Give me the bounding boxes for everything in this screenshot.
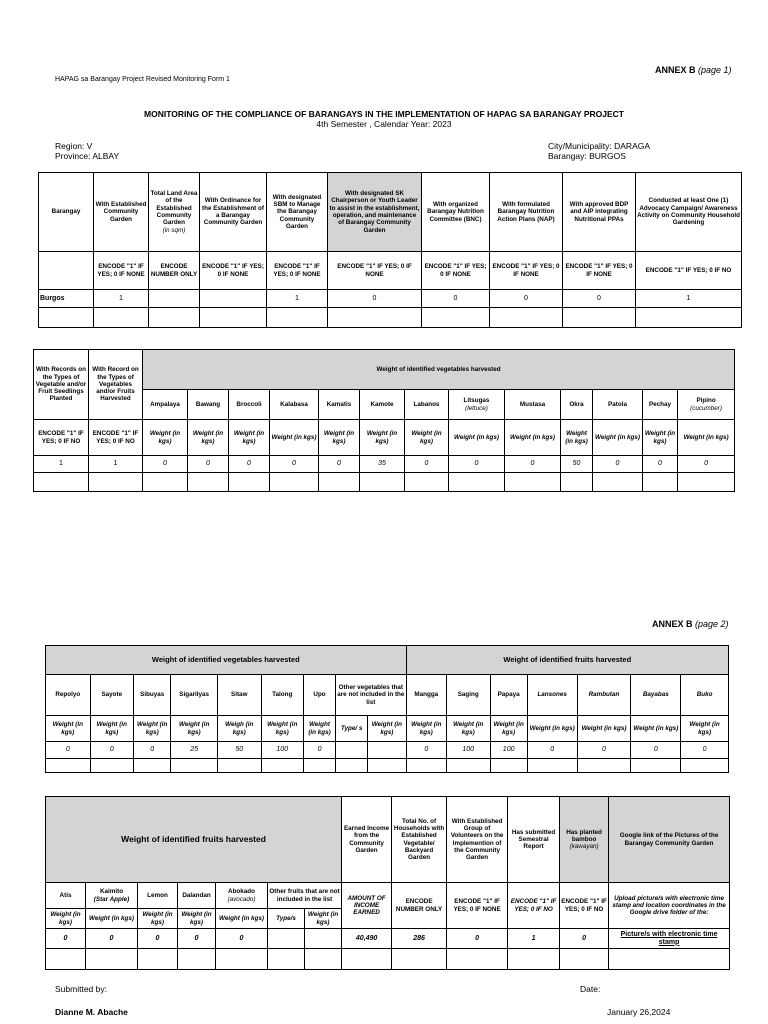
- annex-page: (page 1): [698, 65, 732, 75]
- cell-report: 1: [508, 929, 560, 949]
- veg-weight-value: 0: [143, 456, 188, 473]
- empty-cell: [368, 742, 406, 759]
- weight-unit: Weight (in kgs): [561, 420, 593, 456]
- cell-bnc: 0: [422, 290, 490, 308]
- veg-weight-value: 0: [90, 742, 134, 759]
- form-title: HAPAG sa Barangay Project Revised Monitoring Form 1: [55, 76, 230, 83]
- fruit-name: Lansones: [527, 675, 577, 716]
- empty-cell: [678, 473, 735, 492]
- empty-cell: [319, 473, 360, 492]
- main-title: MONITORING OF THE COMPLIANCE OF BARANGAYS IN THE IMPLEMENTATION OF HAPAG SA BARANGAY PROJECT: [144, 109, 624, 119]
- veg-name: Talong: [261, 675, 303, 716]
- veg-name: Sayote: [90, 675, 134, 716]
- empty-cell: [505, 473, 561, 492]
- veg-weight-value: 0: [319, 456, 360, 473]
- veg-weight-value: 25: [171, 742, 218, 759]
- weight-unit: Weight (in kgs): [681, 716, 729, 742]
- empty-cell: [336, 759, 368, 773]
- veg-name: Kalabasa: [280, 400, 308, 408]
- header-bdp: With approved BDP and AIP integrating Nutritional PPAs: [563, 173, 636, 252]
- weight-unit: Weight (in kgs): [305, 909, 342, 929]
- veg-weight-value: 0: [449, 456, 505, 473]
- table-row: [39, 308, 742, 328]
- fruit-weight-value: 0: [138, 929, 178, 949]
- instr-income: AMOUNT OF INCOME EARNED: [342, 883, 392, 929]
- cell-record-types: 1: [89, 456, 143, 473]
- empty-cell: [681, 759, 729, 773]
- submission-date: January 26,2024: [607, 1007, 671, 1017]
- submitter-name: Dianne M. Abache: [55, 1007, 128, 1017]
- veg-name-cell: [643, 390, 678, 420]
- veg-name: Pechay: [648, 400, 672, 408]
- compliance-table: [38, 172, 742, 328]
- weight-unit: Weight (in kgs): [678, 420, 735, 456]
- fruit-name: Saging: [446, 675, 490, 716]
- veg-weight-value: 0: [229, 456, 270, 473]
- weight-unit: Weight (in kgs): [46, 909, 86, 929]
- header-advocacy: Conducted at least One (1) Advocacy Campaign/ Awareness Activity on Community Household Gardening: [636, 173, 742, 252]
- veg-weight-value: 0: [593, 456, 643, 473]
- veg-name: Kamote: [370, 400, 394, 408]
- instr-record-types: ENCODE "1" IF YES; 0 IF NO: [89, 420, 143, 456]
- header-bamboo-sub: (kawayan): [569, 843, 599, 851]
- empty-cell: [560, 949, 609, 970]
- header-sbm: With designated SBM to Manage the Barangay Community Garden: [267, 173, 328, 252]
- weight-unit: Weight (in kgs): [138, 909, 178, 929]
- annex-page: (page 2): [695, 619, 729, 629]
- weight-unit: Weight (in kgs): [270, 420, 319, 456]
- empty-cell: [268, 929, 305, 949]
- weight-unit: Weight (in kgs): [368, 716, 406, 742]
- empty-cell: [392, 949, 447, 970]
- fruit-name: Atis: [59, 891, 72, 899]
- weight-unit: Weight (in kgs): [406, 716, 446, 742]
- table-row: [34, 456, 735, 473]
- veg-name-cell: [360, 390, 405, 420]
- empty-cell: [342, 949, 392, 970]
- fruit-weight-value: 100: [446, 742, 490, 759]
- fruits-income-table: [45, 796, 730, 970]
- header-volunteers: With Established Group of Volunteers on the Implemention of the Community Garden: [447, 797, 508, 883]
- veg-name: Sigarilyas: [171, 675, 218, 716]
- submitted-by-label: Submitted by:: [55, 984, 107, 994]
- weight-unit: Weight (in kgs): [490, 716, 527, 742]
- fruit-weight-value: 0: [406, 742, 446, 759]
- fruit-name: Lemon: [147, 891, 168, 899]
- cell-garden: 1: [94, 290, 149, 308]
- instr-sbm: ENCODE "1" IF YES; 0 IF NONE: [267, 252, 328, 290]
- fruit-name: Mangga: [406, 675, 446, 716]
- veg-weight-value: 35: [360, 456, 405, 473]
- veg-name-cell: [678, 390, 735, 420]
- empty-cell: [171, 759, 218, 773]
- veg-weight-value: 0: [405, 456, 449, 473]
- veg-name: Litsugas: [463, 397, 490, 405]
- empty-cell: [527, 759, 577, 773]
- table-row: [46, 949, 730, 970]
- header-area-unit: (in sqm): [162, 226, 186, 234]
- veg-name: Sitaw: [217, 675, 261, 716]
- weight-unit: Weight (in kgs): [134, 716, 171, 742]
- weight-unit: Weigh (in kgs): [217, 716, 261, 742]
- header-area: [149, 173, 200, 252]
- region: Region: V: [55, 141, 93, 151]
- fruit-name-cell: [216, 883, 268, 909]
- weight-unit: Weight (in kgs): [405, 420, 449, 456]
- weight-unit: Weight (in kgs): [446, 716, 490, 742]
- vegetables-table-1: [33, 349, 735, 492]
- fruit-name-cell: [46, 883, 86, 909]
- fruit-weight-value: 0: [46, 929, 86, 949]
- empty-cell: [217, 759, 261, 773]
- fruit-weight-value: 0: [86, 929, 138, 949]
- veg-name: Upo: [303, 675, 335, 716]
- veg-weight-value: 0: [188, 456, 229, 473]
- fruit-weight-value: 0: [527, 742, 577, 759]
- instr-volunteers: ENCODE "1" IF YES; 0 IF NONE: [447, 883, 508, 929]
- veg-name: Okra: [569, 400, 584, 408]
- empty-cell: [303, 759, 335, 773]
- header-sk: With designated SK Chairperson or Youth Leader to assist in the establishment, operation, and maintenance of Barangay Community Garden: [328, 173, 422, 252]
- veg-name: Broccoli: [236, 400, 262, 408]
- veg-weight-value: 0: [678, 456, 735, 473]
- fruit-weight-value: 0: [577, 742, 631, 759]
- empty-cell: [449, 473, 505, 492]
- header-record-types: With Record on the Types of Vegetables and/or Fruits Harvested: [89, 350, 143, 420]
- veg-name-cell: [505, 390, 561, 420]
- empty-cell: [609, 949, 730, 970]
- annex-label-page1: [655, 65, 732, 75]
- instr-barangay: [39, 252, 94, 290]
- weight-unit: Weight (in kgs): [188, 420, 229, 456]
- veg-weight-value: 0: [270, 456, 319, 473]
- empty-cell: [229, 473, 270, 492]
- header-fruit-weight: Weight of identified fruits harvested: [406, 646, 728, 675]
- weight-unit: Weight (in kgs): [505, 420, 561, 456]
- veg-name-cell: [188, 390, 229, 420]
- empty-cell: [270, 473, 319, 492]
- weight-unit: Weight (in kgs): [261, 716, 303, 742]
- weight-unit: Weight (in kgs): [171, 716, 218, 742]
- instr-bnc: ENCODE "1" IF YES; 0 IF NONE: [422, 252, 490, 290]
- fruit-name: Papaya: [490, 675, 527, 716]
- empty-cell: [86, 949, 138, 970]
- veg-name: Sibuyas: [134, 675, 171, 716]
- table-row: [46, 742, 729, 759]
- veg-name-cell: [229, 390, 270, 420]
- veg-weight-value: 50: [217, 742, 261, 759]
- fruit-name: Dalandan: [182, 891, 211, 899]
- empty-cell: [261, 759, 303, 773]
- cell-nap: 0: [490, 290, 563, 308]
- header-other-vegetables: Other vegetables that are not included in the list: [336, 675, 407, 716]
- veg-name-cell: [405, 390, 449, 420]
- header-households: Total No. of Households with Established Vegetable/ Backyard Garden: [392, 797, 447, 883]
- instr-advocacy: ENCODE "1" IF YES; 0 IF NO: [636, 252, 742, 290]
- veg-name-cell: [593, 390, 643, 420]
- empty-cell: [631, 759, 681, 773]
- veg-name: Ampalaya: [150, 400, 180, 408]
- header-link: Google link of the Pictures of the Barangay Community Garden: [609, 797, 730, 883]
- veg-name: Bawang: [195, 400, 221, 408]
- veg-name: Labanos: [413, 400, 440, 408]
- empty-cell: [90, 759, 134, 773]
- veg-weight-value: 100: [261, 742, 303, 759]
- cell-volunteers: 0: [447, 929, 508, 949]
- cell-sk: 0: [328, 290, 422, 308]
- empty-cell: [34, 473, 89, 492]
- fruit-name-sub: (avocado): [227, 895, 256, 903]
- weight-unit: Weight (in kgs): [319, 420, 360, 456]
- header-bnc: With organized Barangay Nutrition Committee (BNC): [422, 173, 490, 252]
- header-barangay: Barangay: [39, 173, 94, 252]
- cell-sbm: 1: [267, 290, 328, 308]
- fruit-name: Buko: [681, 675, 729, 716]
- subtitle: 4th Semester , Calendar Year: 2023: [316, 119, 452, 129]
- weight-unit: Weight (in kgs): [449, 420, 505, 456]
- empty-cell: [490, 759, 527, 773]
- instr-nap: ENCODE "1" IF YES; 0 IF NONE: [490, 252, 563, 290]
- veg-weight-value: 0: [643, 456, 678, 473]
- type-unit: Type/ s: [336, 716, 368, 742]
- empty-cell: [447, 949, 508, 970]
- veg-weight-value: 0: [303, 742, 335, 759]
- header-nap: With formulated Barangay Nutrition Action Plans (NAP): [490, 173, 563, 252]
- header-records: With Records on the Types of Vegetable and/or Fruit Seedlings Planted: [34, 350, 89, 420]
- weight-unit: Weight (in kgs): [643, 420, 678, 456]
- veg-name: Kamatis: [326, 400, 352, 408]
- fruit-weight-value: 100: [490, 742, 527, 759]
- veg-weight-value: 0: [505, 456, 561, 473]
- empty-cell: [643, 473, 678, 492]
- weight-unit: Weight (in kgs): [178, 909, 216, 929]
- fruit-name-sub: (Star Apple): [93, 895, 130, 903]
- weight-unit: Weight (in kgs): [229, 420, 270, 456]
- cell-records: 1: [34, 456, 89, 473]
- empty-cell: [406, 759, 446, 773]
- veg-name: Repolyo: [46, 675, 91, 716]
- fruit-weight-value: 0: [631, 742, 681, 759]
- annex-label: ANNEX B: [652, 619, 693, 629]
- instr-households: ENCODE NUMBER ONLY: [392, 883, 447, 929]
- empty-cell: [216, 949, 268, 970]
- cell-ordinance: [200, 290, 267, 308]
- cell-bdp: 0: [563, 290, 636, 308]
- cell-barangay: Burgos: [39, 290, 94, 308]
- cell-advocacy: 1: [636, 290, 742, 308]
- veg-name-cell: [561, 390, 593, 420]
- instr-report: ENCODE "1" IF YES; 0 IF NO: [508, 883, 560, 929]
- fruit-name-cell: [86, 883, 138, 909]
- fruit-name-cell: [178, 883, 216, 909]
- annex-label-page2: [652, 619, 729, 629]
- instr-sk: ENCODE "1" IF YES; 0 IF NONE: [328, 252, 422, 290]
- veg-name-cell: [270, 390, 319, 420]
- header-bamboo-text: Has planted bamboo: [566, 828, 602, 843]
- empty-cell: [268, 949, 305, 970]
- empty-cell: [134, 759, 171, 773]
- header-fruit-weight: Weight of identified fruits harvested: [46, 797, 342, 883]
- fruit-weight-value: 0: [681, 742, 729, 759]
- weight-unit: Weight (in kgs): [143, 420, 188, 456]
- empty-cell: [89, 473, 143, 492]
- header-report: Has submitted Semestral Report: [508, 797, 560, 883]
- annex-label: ANNEX B: [655, 65, 696, 75]
- header-income: Earned Income from the Community Garden: [342, 797, 392, 883]
- empty-cell: [336, 742, 368, 759]
- fruit-name-cell: [138, 883, 178, 909]
- cell-income: 40,490: [342, 929, 392, 949]
- fruit-name: Kaimito: [99, 888, 124, 896]
- veg-name-sub: (lettuce): [465, 404, 488, 412]
- instr-ordinance: ENCODE "1" IF YES; 0 IF NONE: [200, 252, 267, 290]
- veg-weight-value: 0: [46, 742, 91, 759]
- instr-bamboo: ENCODE "1" IF YES; 0 IF NO: [560, 883, 609, 929]
- fruit-name: Bayabas: [631, 675, 681, 716]
- header-other-fruits: Other fruits that are not included in the list: [268, 883, 342, 909]
- empty-cell: [368, 759, 406, 773]
- empty-cell: [188, 473, 229, 492]
- empty-cell: [446, 759, 490, 773]
- fruit-weight-value: 0: [178, 929, 216, 949]
- veg-name: Pipino: [696, 397, 716, 405]
- fruit-weight-value: 0: [216, 929, 268, 949]
- veg-name: Patola: [608, 400, 627, 408]
- empty-cell: [508, 949, 560, 970]
- cell-area: [149, 290, 200, 308]
- veg-name-cell: [319, 390, 360, 420]
- instr-records: ENCODE "1" IF YES; 0 IF NO: [34, 420, 89, 456]
- empty-cell: [577, 759, 631, 773]
- veg-weight-value: 0: [134, 742, 171, 759]
- weight-unit: Weight (in kgs): [527, 716, 577, 742]
- header-veg-weight: Weight of identified vegetables harvested: [46, 646, 407, 675]
- weight-unit: Weight (in kgs): [360, 420, 405, 456]
- weight-unit: Weight (in kgs): [46, 716, 91, 742]
- cell-picture-link[interactable]: Picture/s with electronic time stamp: [609, 929, 730, 949]
- empty-cell: [178, 949, 216, 970]
- table-row: [39, 290, 742, 308]
- instr-bdp: ENCODE "1" IF YES; 0 IF NONE: [563, 252, 636, 290]
- empty-cell: [305, 949, 342, 970]
- fruit-name: Abokado: [228, 888, 255, 896]
- cell-bamboo: 0: [560, 929, 609, 949]
- veg-name-cell: [449, 390, 505, 420]
- weight-unit: Weight (in kgs): [86, 909, 138, 929]
- empty-cell: [360, 473, 405, 492]
- empty-cell: [46, 949, 86, 970]
- header-garden: With Established Community Garden: [94, 173, 149, 252]
- date-label: Date:: [580, 984, 601, 994]
- empty-cell: [46, 759, 91, 773]
- instr-garden: ENCODE "1" IF YES; 0 IF NONE: [94, 252, 149, 290]
- veg-name: Mustasa: [519, 400, 546, 408]
- table-row: [46, 929, 730, 949]
- weight-unit: Weight (in kgs): [303, 716, 335, 742]
- weight-unit: Weight (in kgs): [577, 716, 631, 742]
- empty-cell: [561, 473, 593, 492]
- veg-name-cell: [143, 390, 188, 420]
- empty-cell: [305, 929, 342, 949]
- weight-unit: Weight (in kgs): [90, 716, 134, 742]
- empty-cell: [138, 949, 178, 970]
- vegetables-fruits-table: [45, 645, 729, 773]
- header-ordinance: With Ordinance for the Establishment of a Barangay Community Garden: [200, 173, 267, 252]
- empty-cell: [593, 473, 643, 492]
- empty-cell: [143, 473, 188, 492]
- table-row: [46, 759, 729, 773]
- barangay-header: Barangay: BURGOS: [548, 151, 626, 161]
- header-area-text: Total Land Area of the Established Community Garden: [150, 190, 198, 227]
- table-row: [34, 473, 735, 492]
- cell-households: 286: [392, 929, 447, 949]
- empty-cell: [405, 473, 449, 492]
- province: Province: ALBAY: [55, 151, 120, 161]
- fruit-name: Rambutan: [577, 675, 631, 716]
- veg-name-sub: (cucumber): [690, 404, 722, 412]
- header-veg-weight: Weight of identified vegetables harvested: [143, 350, 735, 390]
- veg-weight-value: 50: [561, 456, 593, 473]
- weight-unit: Weight (in kgs): [631, 716, 681, 742]
- city: City/Municipality: DARAGA: [548, 141, 651, 151]
- instr-area: ENCODE NUMBER ONLY: [149, 252, 200, 290]
- type-unit: Type/s: [268, 909, 305, 929]
- instr-link: Upload picture/s with electronic time stamp and location coordinates in the Google drive folder of the:: [609, 883, 730, 929]
- weight-unit: Weight (in kgs): [216, 909, 268, 929]
- weight-unit: Weight (in kgs): [593, 420, 643, 456]
- header-bamboo: [560, 797, 609, 883]
